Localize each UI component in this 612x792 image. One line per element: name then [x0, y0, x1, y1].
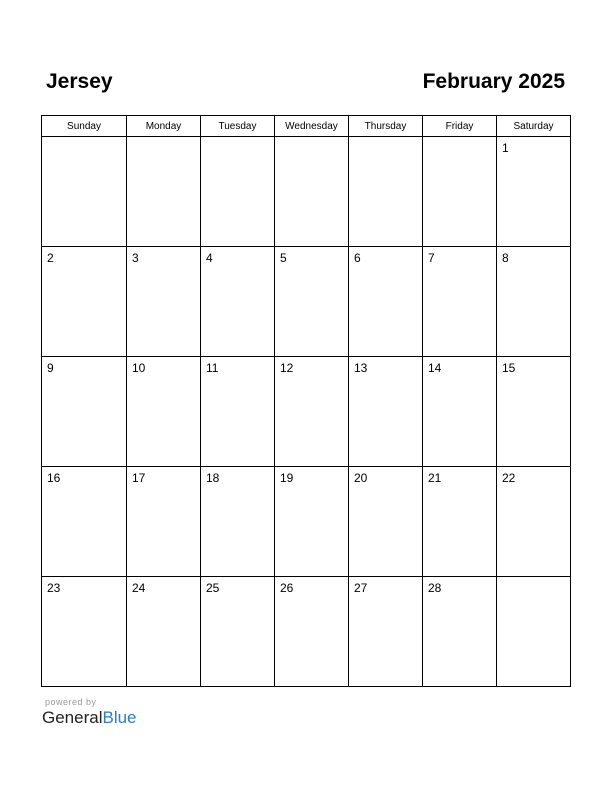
week-row [42, 247, 571, 357]
day-cell [349, 577, 423, 687]
brand-general: General [42, 708, 103, 727]
day-cell [275, 467, 349, 577]
day-cell [201, 357, 275, 467]
day-number: 24 [132, 581, 146, 595]
day-cell [127, 357, 201, 467]
day-number: 21 [428, 471, 442, 485]
day-number: 23 [47, 581, 61, 595]
day-number: 16 [47, 471, 61, 485]
day-cell [423, 247, 497, 357]
day-number: 1 [502, 141, 509, 155]
day-cell [497, 467, 571, 577]
day-cell [423, 577, 497, 687]
month-year-title: February 2025 [422, 70, 565, 93]
day-number: 10 [132, 361, 146, 375]
day-cell [497, 577, 571, 687]
brand-blue: Blue [102, 708, 137, 727]
weekday-friday: Friday [423, 116, 497, 137]
day-number: 28 [428, 581, 442, 595]
day-number [42, 137, 126, 141]
country-title: Jersey [46, 70, 113, 93]
day-cell [42, 247, 127, 357]
day-cell [349, 467, 423, 577]
day-number: 19 [280, 471, 294, 485]
weekday-wednesday: Wednesday [275, 116, 349, 137]
day-cell [42, 137, 127, 247]
calendar-grid [41, 115, 571, 687]
day-cell [275, 577, 349, 687]
day-number: 6 [354, 251, 361, 265]
generalblue-logo [42, 708, 137, 728]
day-cell [349, 137, 423, 247]
day-cell [497, 247, 571, 357]
day-cell [275, 357, 349, 467]
day-number: 27 [354, 581, 368, 595]
day-number [497, 577, 570, 581]
week-row [42, 137, 571, 247]
day-cell [201, 247, 275, 357]
day-number: 25 [206, 581, 220, 595]
weekday-thursday: Thursday [349, 116, 423, 137]
day-cell [201, 577, 275, 687]
day-number: 18 [206, 471, 220, 485]
week-row [42, 467, 571, 577]
day-number: 14 [428, 361, 442, 375]
week-row [42, 577, 571, 687]
day-cell [349, 357, 423, 467]
weekday-tuesday: Tuesday [201, 116, 275, 137]
day-cell [127, 247, 201, 357]
day-cell [201, 137, 275, 247]
day-cell [42, 357, 127, 467]
day-cell [423, 137, 497, 247]
day-number: 8 [502, 251, 509, 265]
day-cell [127, 467, 201, 577]
day-number: 15 [502, 361, 516, 375]
day-cell [127, 137, 201, 247]
day-number: 26 [280, 581, 294, 595]
day-number [349, 137, 422, 141]
day-number: 13 [354, 361, 368, 375]
day-number: 11 [206, 361, 219, 375]
day-cell [42, 467, 127, 577]
day-number [275, 137, 348, 141]
day-cell [349, 247, 423, 357]
powered-by-label: powered by [45, 697, 97, 707]
day-number: 4 [206, 251, 213, 265]
day-number: 22 [502, 471, 516, 485]
day-number: 2 [47, 251, 54, 265]
day-cell [423, 467, 497, 577]
day-cell [275, 137, 349, 247]
day-number [127, 137, 200, 141]
weekday-sunday: Sunday [42, 116, 127, 137]
day-cell [201, 467, 275, 577]
week-row [42, 357, 571, 467]
day-number: 5 [280, 251, 287, 265]
day-number [201, 137, 274, 141]
day-cell [275, 247, 349, 357]
day-number [423, 137, 496, 141]
day-cell [42, 577, 127, 687]
day-cell [127, 577, 201, 687]
day-number: 17 [132, 471, 146, 485]
day-cell [423, 357, 497, 467]
weekday-monday: Monday [127, 116, 201, 137]
weekday-header-row [42, 116, 571, 137]
day-number: 7 [428, 251, 435, 265]
day-cell [497, 357, 571, 467]
weekday-saturday: Saturday [497, 116, 571, 137]
day-number: 9 [47, 361, 54, 375]
day-number: 3 [132, 251, 139, 265]
day-cell [497, 137, 571, 247]
day-number: 12 [280, 361, 294, 375]
day-number: 20 [354, 471, 368, 485]
